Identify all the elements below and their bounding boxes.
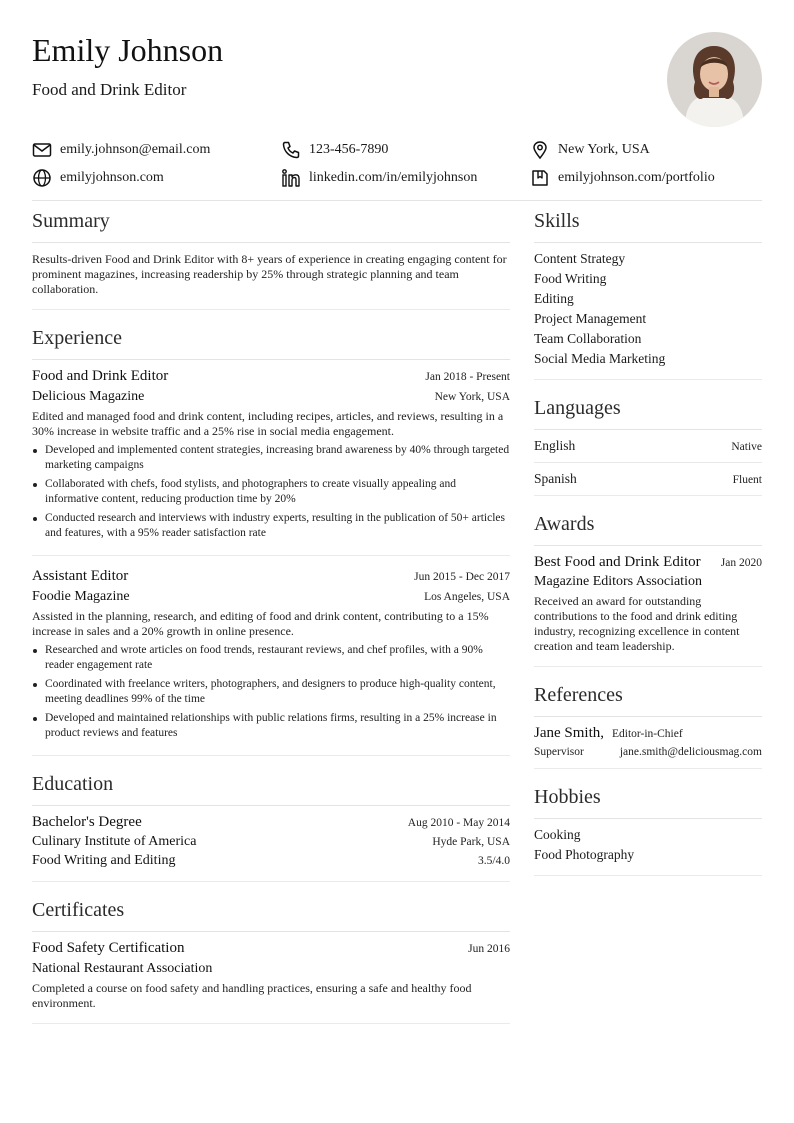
- certificate-issuer: National Restaurant Association: [32, 961, 213, 976]
- phone-icon: [281, 140, 301, 160]
- award-title: Best Food and Drink Editor: [534, 554, 701, 570]
- certificate-description: Completed a course on food safety and handling practices, ensuring a safe and healthy food environment.: [32, 981, 472, 1010]
- language-name: English: [534, 438, 576, 453]
- experience-entry: [32, 556, 510, 755]
- main-column: [32, 208, 510, 1024]
- references-section: [534, 682, 762, 769]
- skills-list: [534, 249, 762, 369]
- portfolio-text: emilyjohnson.com/portfolio: [558, 170, 715, 185]
- summary-text: Results-driven Food and Drink Editor with 8+ years of experience in creating engaging content for prominent magazines, increasing readership by 25% through strategic planning and team collaboration.: [32, 252, 507, 296]
- job-company: Foodie Magazine: [32, 589, 130, 604]
- summary-heading: Summary: [32, 208, 510, 243]
- list-item: Developed and maintained relationships with public relations firms, resulting in a 25% increase in product reviews and features: [32, 711, 510, 741]
- experience-heading: Experience: [32, 325, 510, 360]
- linkedin-icon: [281, 168, 301, 188]
- contact-linkedin[interactable]: [281, 168, 530, 188]
- contact-website[interactable]: [32, 168, 281, 188]
- education-heading: Education: [32, 771, 510, 806]
- language-row: [534, 430, 762, 463]
- contact-location: [530, 140, 650, 160]
- skill-item: Content Strategy: [534, 251, 626, 266]
- degree: Bachelor's Degree: [32, 814, 142, 830]
- reference-name: Jane Smith,: [534, 725, 604, 741]
- skill-item: Team Collaboration: [534, 331, 642, 346]
- education-location: Hyde Park, USA: [432, 836, 510, 848]
- certificates-heading: Certificates: [32, 897, 510, 932]
- language-level: Fluent: [732, 474, 762, 486]
- field-of-study: Food Writing and Editing: [32, 853, 176, 868]
- skills-section: [534, 208, 762, 380]
- education-dates: Aug 2010 - May 2014: [407, 817, 510, 829]
- job-company: Delicious Magazine: [32, 389, 145, 404]
- list-item: Collaborated with chefs, food stylists, and photographers to create visually appealing and informative content, reducing production time by 20%: [32, 477, 510, 507]
- summary-section: [32, 208, 510, 310]
- skill-item: Food Writing: [534, 271, 607, 286]
- contact-portfolio[interactable]: [530, 168, 715, 188]
- phone-text: 123-456-7890: [309, 142, 389, 157]
- job-description: Assisted in the planning, research, and editing of food and drink content, contributing to a 15% increase in sales and a 20% growth in online presence.: [32, 609, 489, 638]
- language-level: Native: [731, 441, 762, 453]
- email-text: emily.johnson@email.com: [60, 142, 211, 157]
- skill-item: Social Media Marketing: [534, 351, 666, 366]
- website-text: emilyjohnson.com: [60, 170, 164, 185]
- experience-section: [32, 325, 510, 756]
- job-location: Los Angeles, USA: [424, 591, 510, 603]
- contact-email[interactable]: [32, 140, 281, 160]
- certificates-section: [32, 897, 510, 1024]
- school: Culinary Institute of America: [32, 834, 197, 849]
- hobby-item: Cooking: [534, 827, 581, 842]
- list-item: Researched and wrote articles on food trends, restaurant reviews, and chef profiles, with a 90% reader engagement rate: [32, 643, 510, 673]
- hobby-item: Food Photography: [534, 847, 635, 862]
- job-dates: Jun 2015 - Dec 2017: [414, 571, 510, 583]
- job-role: Assistant Editor: [32, 568, 129, 584]
- location-pin-icon: [530, 140, 550, 160]
- languages-heading: Languages: [534, 395, 762, 430]
- globe-icon: [32, 168, 52, 188]
- skill-item: Editing: [534, 291, 574, 306]
- award-date: Jan 2020: [720, 557, 762, 569]
- language-name: Spanish: [534, 471, 577, 486]
- avatar-photo: [667, 32, 762, 127]
- reference-email[interactable]: jane.smith@deliciousmag.com: [619, 746, 762, 758]
- awards-section: [534, 511, 762, 667]
- skills-heading: Skills: [534, 208, 762, 243]
- portfolio-icon: [530, 168, 550, 188]
- reference-relation: Supervisor: [534, 746, 584, 758]
- side-column: [534, 208, 762, 876]
- certificate-name: Food Safety Certification: [32, 940, 185, 956]
- job-bullets: [32, 643, 510, 741]
- list-item: Conducted research and interviews with industry experts, resulting in the publication of 50+ articles and features, with a 95% reader satisfaction rate: [32, 511, 510, 541]
- certificate-date: Jun 2016: [468, 943, 510, 955]
- avatar: [667, 32, 762, 127]
- awards-heading: Awards: [534, 511, 762, 546]
- location-text: New York, USA: [558, 142, 650, 157]
- person-name: Emily Johnson: [32, 32, 224, 68]
- award-issuer: Magazine Editors Association: [534, 574, 702, 589]
- header-divider: [32, 200, 762, 201]
- gpa: 3.5/4.0: [478, 855, 510, 867]
- job-title: Food and Drink Editor: [32, 80, 187, 99]
- job-role: Food and Drink Editor: [32, 368, 169, 384]
- languages-section: [534, 395, 762, 496]
- resume-header: [32, 32, 762, 132]
- job-location: New York, USA: [434, 391, 510, 403]
- experience-entry: [32, 360, 510, 556]
- mail-icon: [32, 140, 52, 160]
- list-item: Developed and implemented content strategies, increasing brand awareness by 40% through targeted marketing campaigns: [32, 443, 510, 473]
- contact-info: [32, 136, 762, 192]
- linkedin-text: linkedin.com/in/emilyjohnson: [309, 170, 478, 185]
- list-item: Coordinated with freelance writers, photographers, and designers to produce high-quality content, meeting deadlines 99% of the time: [32, 677, 510, 707]
- reference-position: Editor-in-Chief: [612, 728, 683, 740]
- hobbies-section: [534, 784, 762, 876]
- award-description: Received an award for outstanding contributions to the food and drink editing industry, recognizing excellence in content creation and team leadership.: [534, 594, 740, 653]
- language-row: [534, 463, 762, 495]
- job-dates: Jan 2018 - Present: [425, 371, 510, 383]
- contact-phone[interactable]: [281, 140, 530, 160]
- references-heading: References: [534, 682, 762, 717]
- job-bullets: [32, 443, 510, 541]
- skill-item: Project Management: [534, 311, 647, 326]
- education-section: [32, 771, 510, 882]
- job-description: Edited and managed food and drink content, including recipes, articles, and reviews, resulting in a 30% increase in website traffic and a 25% rise in social media engagement.: [32, 409, 504, 438]
- hobbies-heading: Hobbies: [534, 784, 762, 819]
